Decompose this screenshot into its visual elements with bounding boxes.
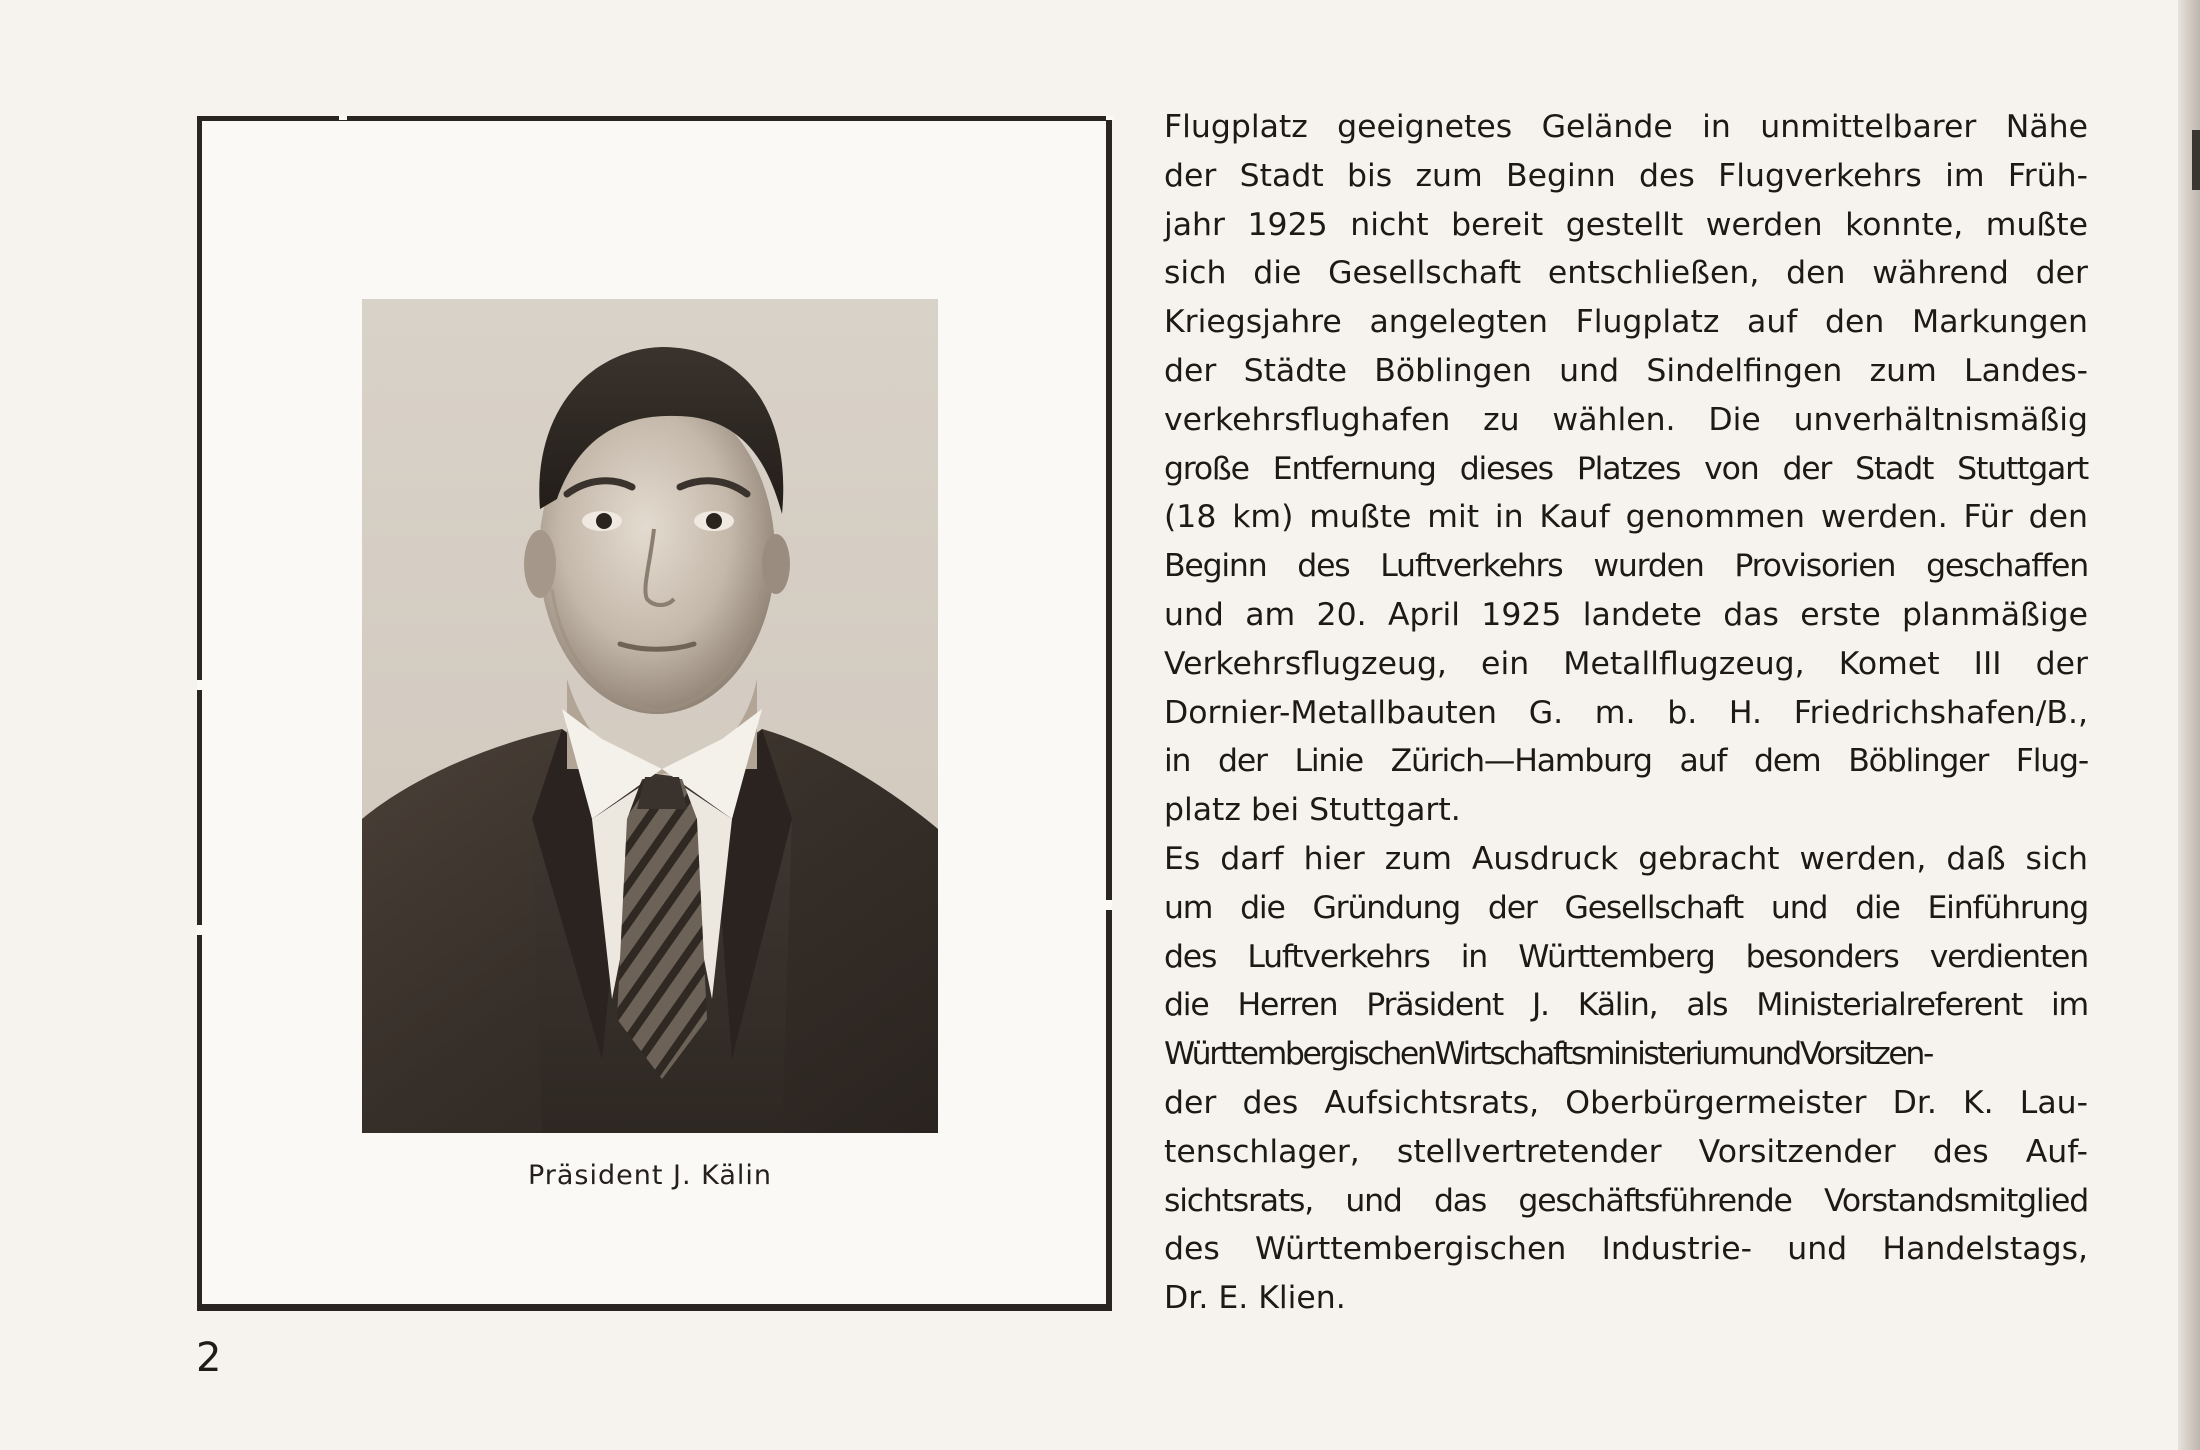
text-line: Dr. E. Klien. xyxy=(1164,1280,1346,1317)
frame-notch xyxy=(1106,900,1112,910)
frame-notch xyxy=(197,680,202,690)
text-line: um die Gründung der Gesellschaft und die Einführung xyxy=(1164,889,2088,926)
text-line: WürttembergischenWirtschaftsministeriumundVorsitzen- xyxy=(1164,1036,1932,1073)
text-line: sich die Gesellschaft entschließen, den während der xyxy=(1164,255,2088,292)
body-text-column xyxy=(1164,103,2088,1323)
text-line: und am 20. April 1925 landete das erste planmäßige xyxy=(1164,596,2088,633)
text-line: große Entfernung dieses Platzes von der Stadt Stuttgart xyxy=(1164,450,2088,487)
text-line: des Württembergischen Industrie- und Handelstags, xyxy=(1164,1231,2088,1268)
text-line: jahr 1925 nicht bereit gestellt werden konnte, mußte xyxy=(1164,206,2088,243)
text-line: des Luftverkehrs in Württemberg besonders verdienten xyxy=(1164,938,2088,975)
text-line: der Städte Böblingen und Sindelfingen zum Landes- xyxy=(1164,352,2088,389)
text-line: Dornier-Metallbauten G. m. b. H. Friedrichshafen/B., xyxy=(1164,694,2088,731)
text-line: Es darf hier zum Ausdruck gebracht werden, daß sich xyxy=(1164,840,2088,877)
photo-caption: Präsident J. Kälin xyxy=(527,1160,773,1191)
text-line: die Herren Präsident J. Kälin, als Ministerialreferent im xyxy=(1164,987,2088,1024)
text-line: der Stadt bis zum Beginn des Flugverkehrs im Früh- xyxy=(1164,157,2088,194)
frame-notch xyxy=(1106,116,1114,120)
page-number: 2 xyxy=(196,1335,222,1381)
frame-notch xyxy=(197,925,202,935)
text-line: tenschlager, stellvertretender Vorsitzender des Auf- xyxy=(1164,1133,2088,1170)
page-edge xyxy=(2178,0,2200,1450)
text-line: Flugplatz geeignetes Gelände in unmittelbarer Nähe xyxy=(1164,109,2088,145)
text-line: (18 km) mußte mit in Kauf genommen werden. Für den xyxy=(1164,499,2088,536)
portrait-photo xyxy=(362,299,938,1133)
text-line: Beginn des Luftverkehrs wurden Provisorien geschaffen xyxy=(1164,548,2088,585)
text-line: platz bei Stuttgart. xyxy=(1164,792,1461,829)
text-line: Verkehrsflugzeug, ein Metallflugzeug, Komet III der xyxy=(1164,645,2088,682)
page-edge-mark xyxy=(2192,130,2200,190)
text-line: der des Aufsichtsrats, Oberbürgermeister Dr. K. Lau- xyxy=(1164,1084,2088,1121)
text-line: sichtsrats, und das geschäftsführende Vorstandsmitglied xyxy=(1164,1182,2088,1219)
frame-notch xyxy=(339,116,347,120)
text-line: Kriegsjahre angelegten Flugplatz auf den Markungen xyxy=(1164,304,2088,341)
text-line: verkehrsflughafen zu wählen. Die unverhältnismäßig xyxy=(1164,401,2088,438)
portrait-image xyxy=(362,299,938,1133)
text-line: in der Linie Zürich—Hamburg auf dem Böblinger Flug- xyxy=(1164,743,2088,780)
